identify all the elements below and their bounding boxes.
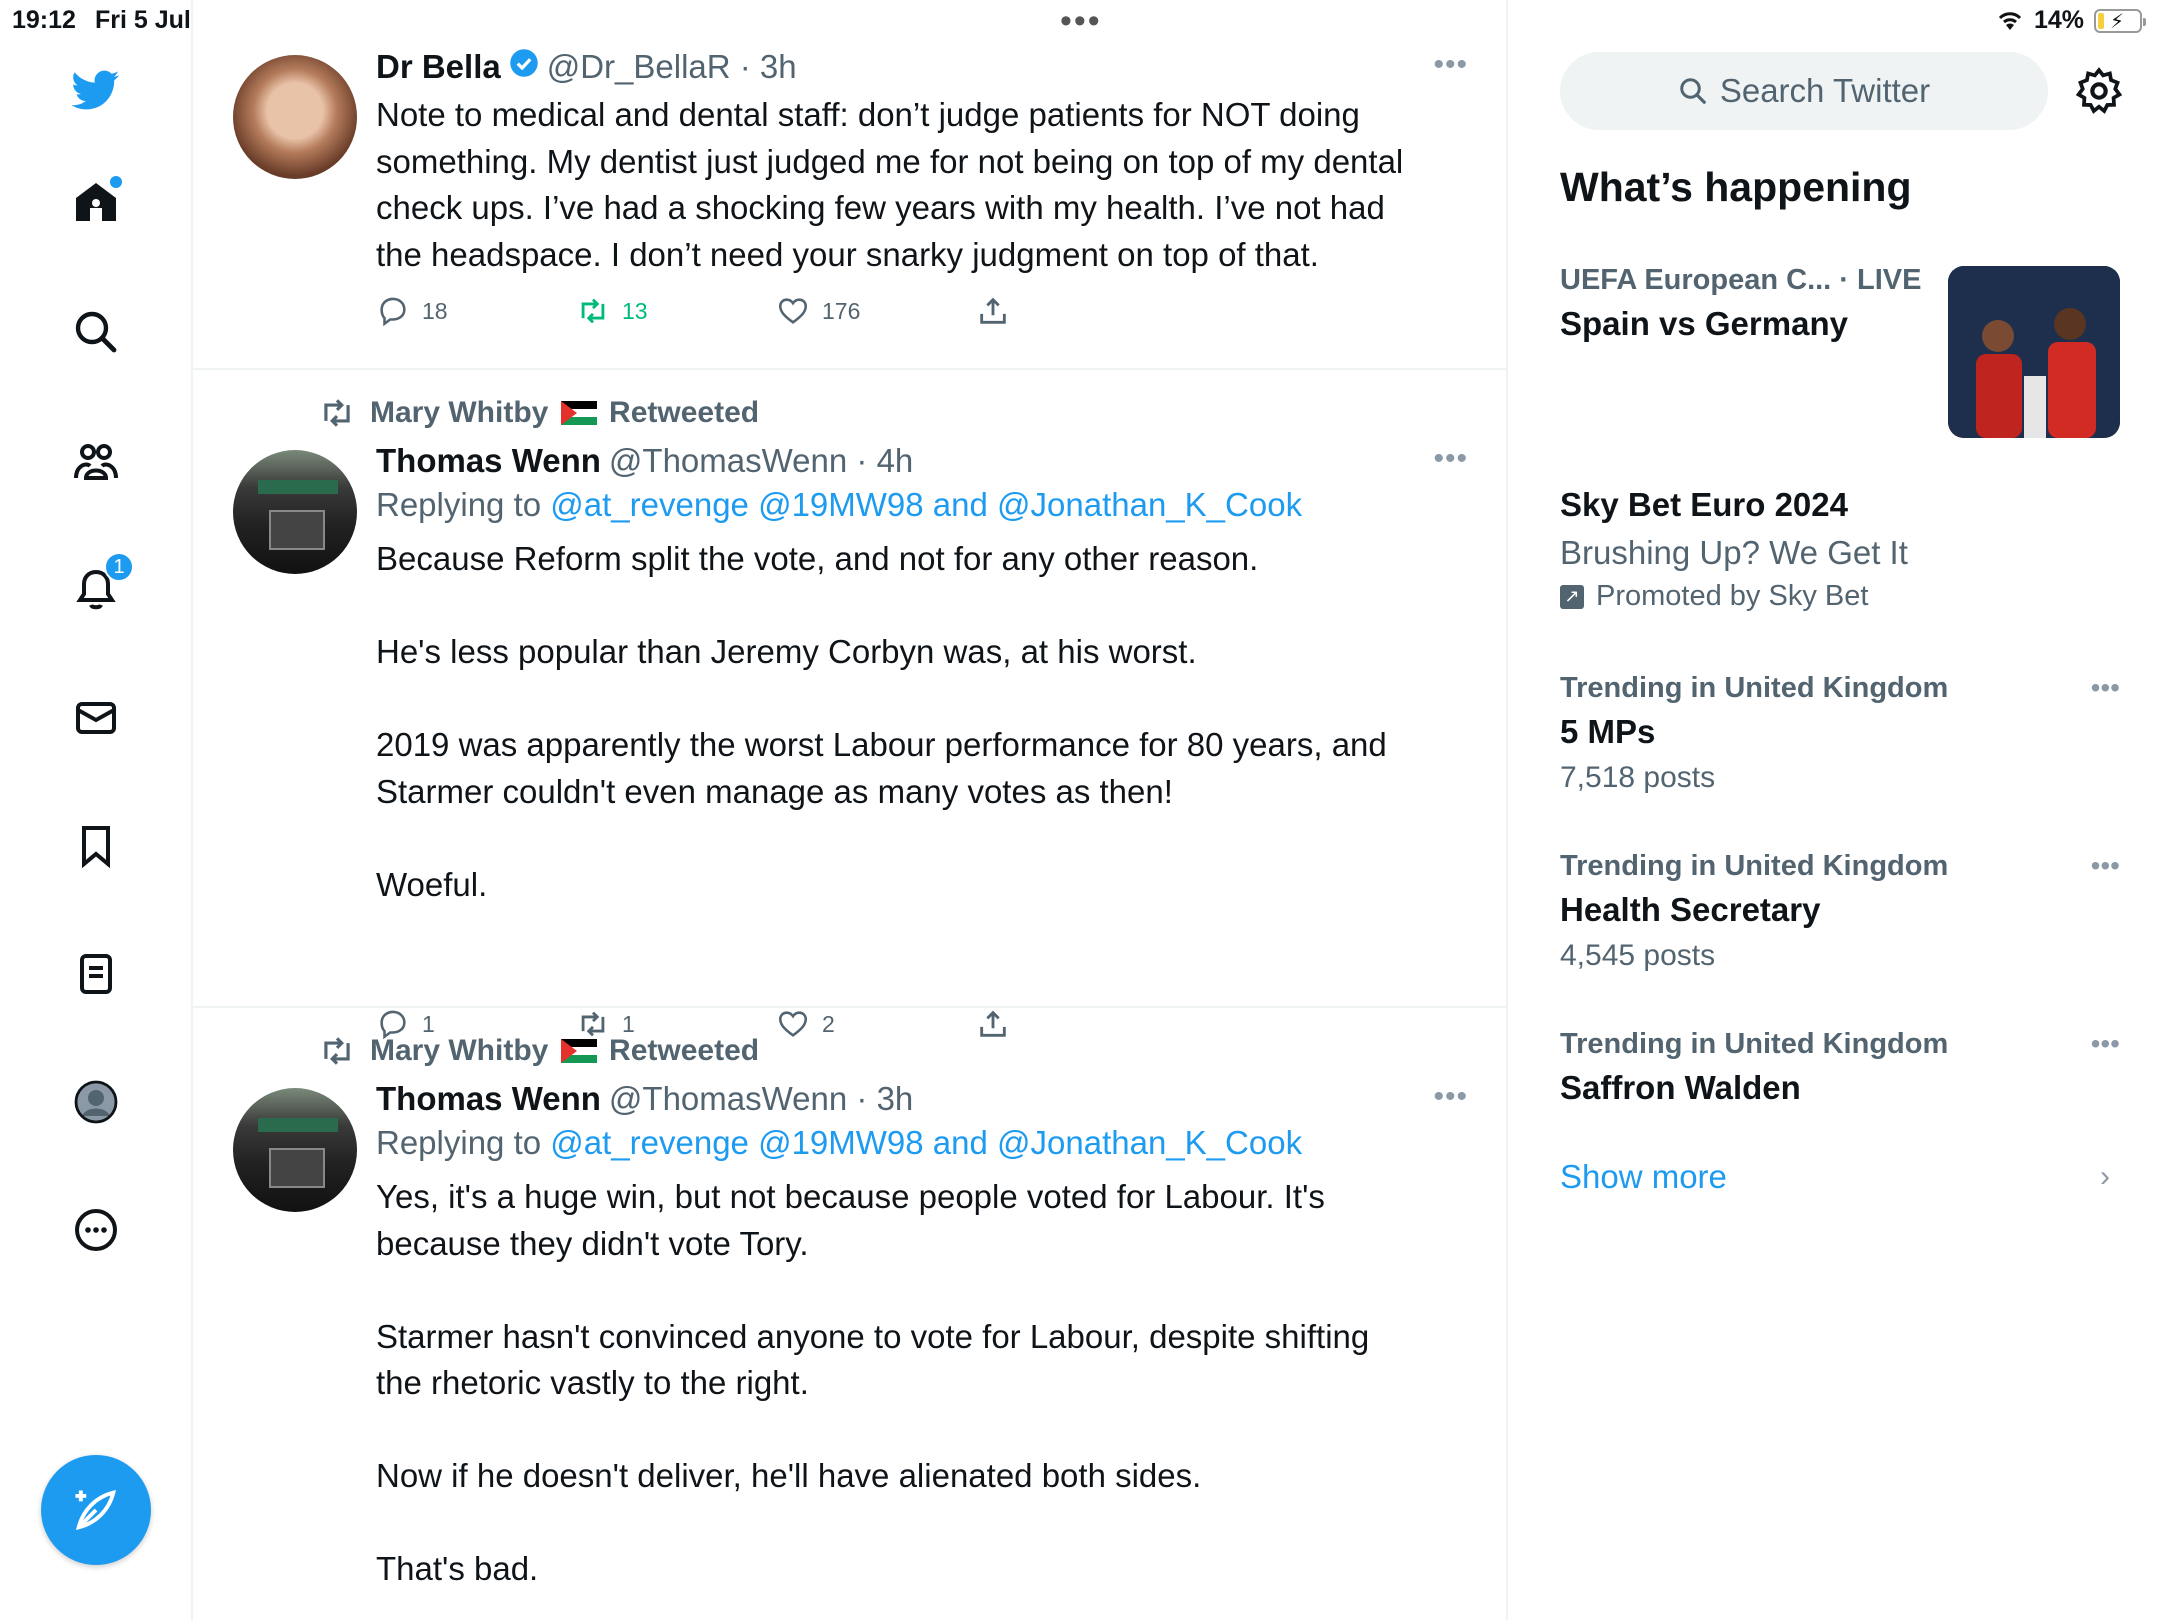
trend-post-count: 4,545 posts — [1560, 939, 1716, 972]
left-nav — [0, 0, 193, 1620]
retweeted-label: Retweeted — [609, 1034, 760, 1067]
reply-icon — [376, 294, 410, 328]
like-count: 176 — [822, 297, 861, 324]
share-button[interactable] — [976, 294, 1176, 328]
home-icon[interactable] — [66, 172, 126, 232]
battery-percent: 14% — [2033, 6, 2084, 34]
notifications-badge: 1 — [104, 552, 134, 582]
tweet-body — [376, 442, 1468, 1037]
trend-more-icon[interactable]: ••• — [2090, 850, 2120, 881]
trend-image[interactable] — [1948, 266, 2120, 438]
share-icon — [976, 294, 1010, 328]
author-name[interactable]: Thomas Wenn — [376, 1080, 601, 1117]
retweeted-by — [318, 394, 759, 432]
tweet-body — [376, 48, 1468, 324]
trend-meta: Trending in United Kingdom — [1560, 1028, 1949, 1060]
replying-to — [376, 486, 1468, 524]
search-icon[interactable] — [66, 302, 126, 362]
trend-title: 5 MPs — [1560, 713, 1656, 750]
avatar[interactable] — [233, 55, 357, 179]
trend-post-count: 7,518 posts — [1560, 761, 1716, 794]
retweet-count: 13 — [622, 297, 648, 324]
retweeted-label: Retweeted — [609, 396, 760, 429]
trend-more-icon[interactable]: ••• — [2090, 1028, 2120, 1059]
replying-prefix: Replying to — [376, 1124, 542, 1161]
trend-meta: Trending in United Kingdom — [1560, 672, 1949, 704]
reply-count: 18 — [422, 297, 448, 324]
more-icon[interactable] — [66, 1200, 126, 1260]
trend-item[interactable] — [1560, 1028, 2120, 1107]
trend-item[interactable] — [1560, 672, 2120, 795]
palestine-flag-icon — [561, 1039, 597, 1063]
tweet-text: Because Reform split the vote, and not for any other reason. He's less popular than Jeremy Corbyn was, at his worst. 2019 was apparently the worst Labour performance for 80 years, and Starmer couldn't even manage as many votes as then! Woeful. — [376, 540, 1387, 903]
heart-icon — [776, 294, 810, 328]
search-input[interactable] — [1560, 52, 2048, 130]
search-placeholder: Search Twitter — [1719, 72, 1931, 109]
status-date: Fri 5 Jul — [95, 6, 191, 34]
bookmark-icon[interactable] — [66, 816, 126, 876]
right-sidebar — [1510, 0, 2160, 1620]
multitask-dots-icon[interactable]: ••• — [1060, 2, 1102, 40]
compose-tweet-button[interactable] — [41, 1455, 151, 1565]
whats-happening-title: What’s happening — [1560, 164, 1912, 210]
author-handle[interactable]: @ThomasWenn · 4h — [608, 442, 914, 479]
tweet-more-icon[interactable]: ••• — [1433, 48, 1468, 81]
tweet-more-icon[interactable]: ••• — [1433, 1080, 1468, 1113]
notifications-bell-icon[interactable] — [66, 555, 126, 620]
like-button[interactable] — [776, 294, 976, 328]
status-time: 19:12 — [12, 6, 76, 34]
search-icon — [1678, 76, 1708, 106]
retweet-icon — [576, 294, 610, 328]
reply-button[interactable] — [376, 294, 576, 328]
author-handle[interactable]: @ThomasWenn · 3h — [608, 1080, 914, 1117]
tweet-header — [376, 48, 1468, 86]
trend-title: Sky Bet Euro 2024 — [1560, 486, 1848, 523]
replying-links[interactable]: @at_revenge @19MW98 and @Jonathan_K_Cook — [550, 486, 1303, 523]
replying-links[interactable]: @at_revenge @19MW98 and @Jonathan_K_Cook — [550, 1124, 1303, 1161]
tweet-card[interactable] — [193, 0, 1508, 370]
retweeter-name[interactable]: Mary Whitby — [370, 396, 549, 429]
tweet-card[interactable] — [193, 370, 1508, 1037]
profile-icon[interactable] — [66, 1072, 126, 1132]
like-count: 2 — [822, 1010, 835, 1037]
settings-gear-icon[interactable] — [2074, 66, 2124, 116]
promoted-icon: ↗ — [1560, 585, 1584, 609]
verified-badge-icon — [509, 48, 539, 78]
author-handle[interactable]: @Dr_BellaR · 3h — [546, 48, 797, 85]
trend-meta: Trending in United Kingdom — [1560, 850, 1949, 882]
charging-bolt-icon: ⚡ — [2110, 10, 2125, 33]
communities-icon[interactable] — [66, 432, 126, 492]
trend-subtitle: Brushing Up? We Get It — [1560, 534, 1908, 571]
avatar[interactable] — [233, 1088, 357, 1212]
replying-to — [376, 1124, 1468, 1162]
mail-icon[interactable] — [66, 688, 126, 748]
retweet-button[interactable] — [576, 294, 776, 328]
author-name[interactable]: Thomas Wenn — [376, 442, 601, 479]
compose-icon — [70, 1484, 122, 1536]
trend-title: Saffron Walden — [1560, 1069, 1801, 1106]
retweet-icon — [318, 394, 356, 432]
trend-title: Spain vs Germany — [1560, 305, 1848, 342]
show-more-link[interactable]: Show more — [1560, 1158, 1727, 1195]
trend-title: Health Secretary — [1560, 891, 1821, 928]
palestine-flag-icon — [561, 401, 597, 425]
tweet-body — [376, 1080, 1468, 1593]
tweet-header — [376, 1080, 1468, 1118]
tweet-header — [376, 442, 1468, 480]
tweet-actions — [376, 294, 1176, 328]
reply-count: 1 — [422, 1010, 435, 1037]
timeline — [193, 0, 1508, 1620]
tweet-text: Note to medical and dental staff: don’t judge patients for NOT doing something. My dentist just judged me for not being on top of my dental check ups. I’ve had a shocking few years with my health. I’ve not had the headspace. I don’t need your snarky judgment on top of that. — [376, 96, 1404, 273]
retweeted-by — [318, 1032, 759, 1070]
retweet-icon — [318, 1032, 356, 1070]
trend-meta: UEFA European C... · LIVE — [1560, 264, 1922, 296]
replying-prefix: Replying to — [376, 486, 542, 523]
trend-item[interactable] — [1560, 850, 2120, 973]
tweet-text: Yes, it's a huge win, but not because people voted for Labour. It's because they didn't vote Tory. Starmer hasn't convinced anyone to vote for Labour, despite shifting the rhetoric vastly to the right. Now if he doesn't deliver, he'll have alienated both sides. That's bad. — [376, 1178, 1370, 1587]
home-new-dot — [110, 176, 122, 188]
avatar[interactable] — [233, 450, 357, 574]
author-name[interactable]: Dr Bella — [376, 48, 501, 85]
tweet-more-icon[interactable]: ••• — [1433, 442, 1468, 475]
retweeter-name[interactable]: Mary Whitby — [370, 1034, 549, 1067]
chevron-right-icon[interactable]: › — [2100, 1160, 2110, 1193]
lists-icon[interactable] — [66, 944, 126, 1004]
promoted-trend[interactable] — [1560, 486, 2120, 613]
twitter-logo-icon[interactable] — [66, 60, 126, 120]
promoted-by — [1560, 580, 2120, 613]
promoted-label: Promoted by Sky Bet — [1596, 580, 1869, 612]
retweet-count: 1 — [622, 1010, 635, 1037]
trend-more-icon[interactable]: ••• — [2090, 672, 2120, 703]
tweet-card[interactable] — [193, 1008, 1508, 1620]
